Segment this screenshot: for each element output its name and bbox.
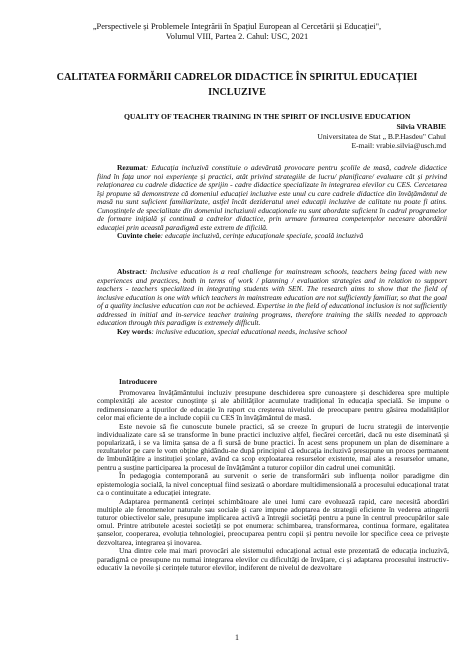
header-line-1: „Perspectivele și Problemele Integrării în Spațiul European al Cercetării și Educației", [92, 22, 382, 31]
abstract-ro-label: Rezumat [117, 163, 146, 172]
intro-paragraph: Este nevoie să fie cunoscute bunele practici, să se creeze în grupuri de lucru strategii de intervenție individualizate care să se transforme în bune practici incluzive altfel, fiecărei cercetări, dacă nu este diseminată și popularizată, i se va limita șansa de a fi sursă de bune practici. În acest sens propunem un plan de diseminare a rezultatelor pe care le vom obține ghidându-ne după principiul că educația incluzivă presupune un proces permanent de îmbunătățire a instituției școlare, având ca scop exploatarea resurselor existente, mai ales a resurselor umane, pentru a susține participarea la procesul de învățământ a tuturor copiilor din cadrul unei comunități. [97, 421, 449, 472]
author-block [317, 122, 446, 151]
intro-paragraph: Una dintre cele mai mari provocări ale sistemului educațional actual este prezentată de educația incluzivă, paradigmă ce presupune nu numai integrarea elevilor cu dificultăți de învățare, ci și adaptarea procesului instructiv-educativ la nevoile și cerințele tuturor elevilor, indiferent de nivelul de dezvoltare [97, 546, 449, 572]
abstract-ro-text: : Educația incluzivă constituie o adevărată provocare pentru școlile de masă, cadrele didactice fiind în fața unor noi experiențe și practici, atât privind strategiile de lucru/ planificare/ evaluare cât și privind relaționarea cu cadrele didactice de sprijin - cadre didactice specializate în integrarea elevilor cu CES. Cercetarea își propune să demonstreze că domeniul educației incluzive este unul cu care cadrele didactice din învățământul de masă nu sunt suficient familiarizate, astfel încât dezideratul unei educații incluzive de calitate nu poate fi atins. Cunoștințele de specialitate din domeniul incluziunii educaționale nu sunt abordate suficient în cadrul programelor de formare inițială și continuă a cadrelor didactice, prin urmare formarea competențelor necesare abordării educației prin această paradigmă este extrem de dificilă. [97, 163, 447, 232]
author-email: E-mail: vrabie.silvia@usch.md [351, 141, 446, 151]
header-line-2: Volumul VIII, Partea 2. Cahul: USC, 2021 [165, 32, 309, 41]
keywords-ro-label: Cuvinte cheie [117, 231, 161, 240]
intro-paragraph: Adaptarea permanentă cerinței schimbătoare ale unei lumi care evoluează rapid, care necesită abordări multiple ale fenomenelor naturale sau sociale și care impune adoptarea de strategii eficiente în vederea atingerii tuturor obiectivelor sale, presupune implicarea activă a întregii societăți pentru a pune în centrul preocupărilor sale omul. Printre atributele acestei societăți se pot enumera: schimbarea, transformarea, continua formare, egalitatea șanselor, cooperarea, evoluția tehnologiei, preocuparea pentru copii și pentru nevoile lor specifice ceea ce privește dezvoltarea, integrarea și inovarea. [97, 496, 449, 547]
author-affiliation: Universitatea de Stat „ B.P.Hasdeu" Cahul [317, 131, 446, 141]
abstract-en-text: : Inclusive education is a real challenge for mainstream schools, teachers being faced with new experiences and practices, both in terms of work / planning / evaluation strategies and in relation to support teachers - teachers specialized in integrating students with SEN. The research aims to show that the field of inclusive education is one with which teachers in mainstream education are not sufficiently familiar, so that the goal of a quality inclusive education can not be achieved. Expertise in the field of educational inclusion is not sufficiently addressed in initial and in-service teacher training programs, therefore training the skills needed to approach education through this paradigm is extremely difficult. [97, 267, 447, 327]
keywords-ro-text: : educație incluzivă, cerințe educaționale speciale, școală incluzivă [160, 231, 364, 240]
keywords-en-text: : inclusive education, special educational needs, inclusive school [151, 326, 347, 336]
english-title: QUALITY OF TEACHER TRAINING IN THE SPIRIT OF INCLUSIVE EDUCATION [124, 112, 411, 121]
abstract-romanian [97, 164, 447, 241]
title-line-2: INCLUZIVE [208, 87, 266, 98]
abstract-en-label: Abstract [117, 267, 145, 276]
running-header [40, 22, 434, 42]
intro-paragraph: Promovarea învățământului incluziv presupune deschiderea spre cunoaștere și deschiderea spre multiple complexități ale acestor cunoștințe și ale abilităților acumulate tradițional în educația specială. Se impune o redimensionare a tipurilor de educație în raport cu creșterea nivelului de preocupare pentru găsirea modalităților celor mai eficiente de a include copiii cu CES în învățământul de masă. [97, 388, 449, 422]
introduction-section [97, 378, 449, 573]
title-line-1: CALITATEA FORMĂRII CADRELOR DIDACTICE ÎN SPIRITUL EDUCAȚIEI [56, 72, 418, 83]
author-name: Silvia VRABIE [396, 122, 446, 131]
keywords-en-label: Key words [117, 326, 152, 336]
introduction-heading: Introducere [119, 377, 158, 386]
intro-paragraph: În pedagogia contemporană au survenit o serie de transformări sub influența noilor paradigme din epistemologia socială, la nivel conceptual fiind sesizată o abordare multidimensională a procesului educațional tratat ca o continuitate a educației integrate. [97, 471, 449, 497]
abstract-english [97, 268, 447, 336]
page-number: 1 [235, 633, 239, 642]
paper-title [40, 70, 434, 100]
